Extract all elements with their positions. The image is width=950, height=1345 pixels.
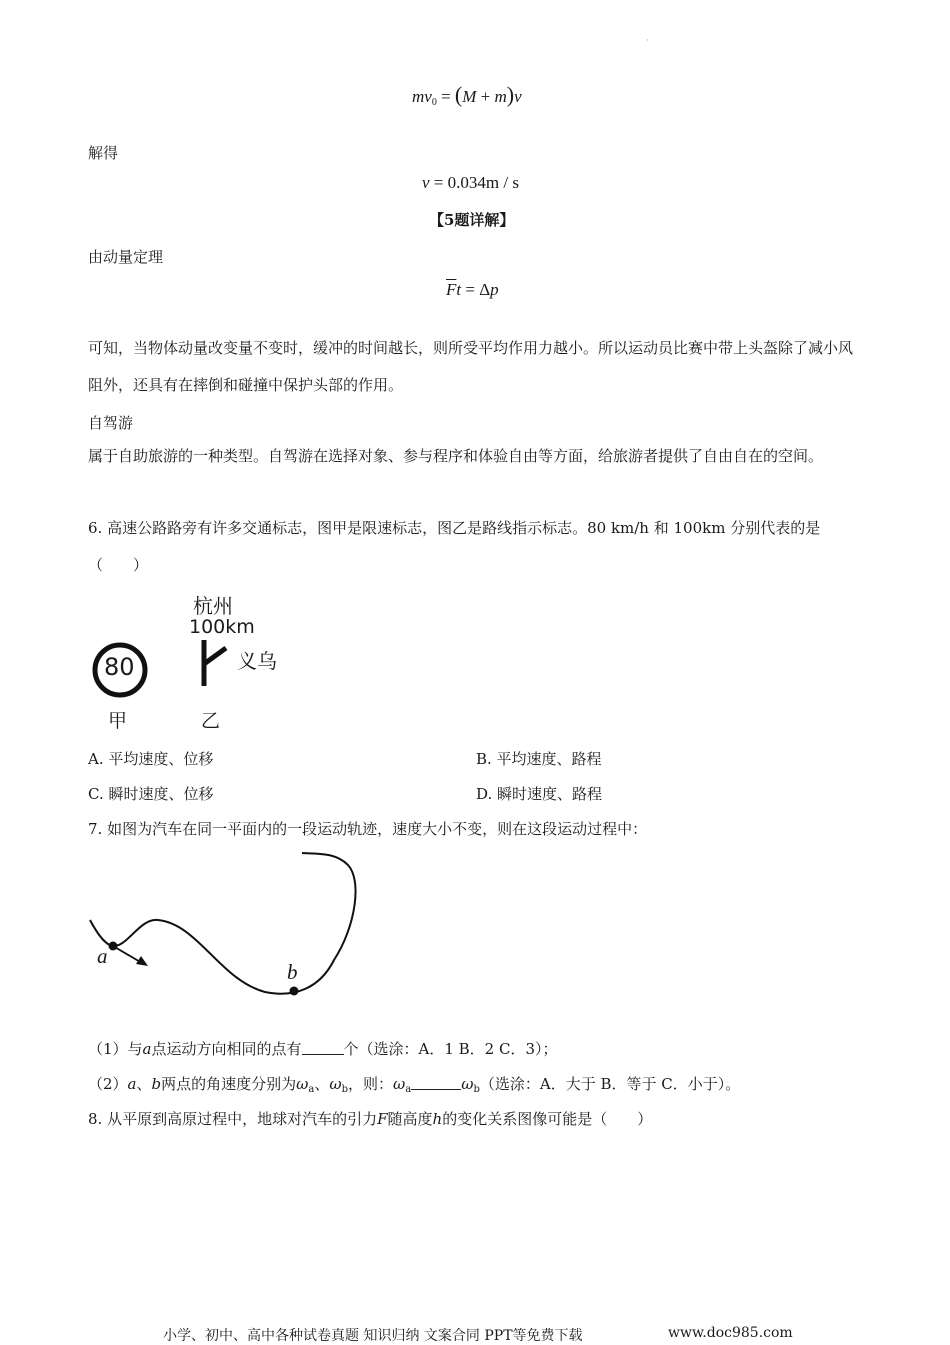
equation-momentum-conservation [412, 82, 522, 108]
omega-b2-symbol: ω [461, 1075, 474, 1093]
eq1-m: m [412, 87, 425, 106]
route-branch-line [204, 648, 226, 664]
paragraph-zijiayou: 属于自助旅游的一种类型。自驾游在选择对象、参与程序和体验自由等方面，给旅游者提供了自由自在的空间。 [88, 447, 824, 465]
label-a: a [97, 944, 108, 968]
equation-impulse [446, 280, 499, 300]
eq2-rest: = 0.034m / s [429, 173, 519, 192]
label-yi: 乙 [201, 710, 221, 732]
q7-sub2-sep: 、 [314, 1075, 330, 1093]
velocity-arrow-shaft [113, 946, 142, 963]
q7-sub2-prefix: （2） [88, 1075, 128, 1093]
omega-a-sub: a [308, 1084, 315, 1095]
q7-sub2-blank[interactable] [411, 1075, 461, 1090]
q8-prefix: 8. 从平原到高原过程中，地球对汽车的引力 [88, 1110, 378, 1128]
q7-sub2-colon: ，则： [348, 1075, 394, 1093]
omega-a2-symbol: ω [393, 1075, 406, 1093]
q7-sub2 [88, 1073, 740, 1095]
trajectory-diagram [80, 840, 370, 1010]
omega-a-symbol: ω [296, 1075, 309, 1093]
q8-suffix: 的变化关系图像可能是（ ） [442, 1110, 653, 1128]
omega-b2-sub: b [473, 1084, 480, 1095]
point-b [290, 987, 299, 996]
q6-option-c: C. 瞬时速度、位移 [88, 785, 214, 803]
route-city-side: 义乌 [237, 649, 277, 673]
q7-stem: 7. 如图为汽车在同一平面内的一段运动轨迹，速度大小不变，则在这段运动过程中： [88, 820, 648, 838]
route-city-top: 杭州 [193, 594, 233, 618]
eq1-rparen: ) [506, 82, 515, 107]
eq1-m2: m [494, 87, 507, 106]
q7-sub1-suffix: 点运动方向相同的点有 [151, 1040, 302, 1058]
equation-velocity-result [422, 173, 519, 193]
zijiayou-title: 自驾游 [88, 414, 134, 432]
q6-option-a: A. 平均速度、位移 [88, 750, 214, 768]
q7-sub2-a: a [127, 1075, 137, 1093]
speed-limit-value: 80 [104, 653, 135, 681]
label-b: b [287, 960, 298, 984]
q7-sub1-tail: 个（选涂：A．1 B．2 C．3）； [343, 1040, 558, 1058]
q6-stem: 6. 高速公路路旁有许多交通标志，图甲是限速标志，图乙是路线指示标志。80 km/h 和 100km 分别代表的是（ ） [88, 519, 821, 574]
eq3-t: t [456, 280, 462, 299]
q7-sub1-prefix: （1）与 [88, 1040, 143, 1058]
q7-sub1-blank[interactable] [302, 1040, 344, 1055]
q8-h: h [432, 1110, 443, 1128]
eq1-lparen: ( [454, 82, 463, 107]
eq3-rest: = Δ [461, 280, 491, 299]
eq1-v: v [424, 87, 432, 106]
q8-F: F [377, 1110, 388, 1128]
trajectory-curve [90, 853, 356, 994]
paragraph-helmet: 可知，当物体动量改变量不变时，缓冲的时间越长，则所受平均作用力越小。所以运动员比赛中带上头盔除了减小风阻外，还具有在摔倒和碰撞中保护头部的作用。 [88, 339, 854, 394]
q8-mid: 随高度 [387, 1110, 433, 1128]
eq1-plus: + [476, 87, 495, 106]
label-jia: 甲 [108, 710, 128, 732]
jiede-label: 解得 [88, 144, 119, 162]
q8-stem [88, 1108, 652, 1129]
eq3-F: $\overline{F}$ [446, 280, 457, 299]
theorem-label: 由动量定理 [88, 248, 164, 266]
omega-b-sub: b [341, 1084, 348, 1095]
q6-option-b: B. 平均速度、路程 [476, 750, 602, 768]
q7-sub2-b: b [151, 1075, 162, 1093]
eq2-v: v [422, 173, 430, 192]
route-arrow-icon [196, 638, 236, 688]
q7-sub2-mid: 、 [136, 1075, 152, 1093]
q6-option-d: D. 瞬时速度、路程 [476, 785, 603, 803]
eq1-equals: = [436, 87, 455, 106]
eq1-v2: v [514, 87, 522, 106]
top-mark: · [646, 36, 649, 45]
omega-b-symbol: ω [329, 1075, 342, 1093]
eq3-p: p [490, 280, 499, 299]
q7-sub1 [88, 1038, 558, 1059]
q7-sub1-a: a [142, 1040, 152, 1058]
omega-a2-sub: a [405, 1084, 412, 1095]
q5-heading: 【5题详解】 [429, 211, 515, 229]
eq1-sub: 0 [431, 97, 437, 108]
q7-sub2-tail: （选涂：A．大于 B．等于 C．小于）。 [479, 1075, 741, 1093]
route-distance: 100km [189, 616, 255, 638]
footer-left: 小学、初中、高中各种试卷真题 知识归纳 文案合同 PPT等免费下载 [163, 1328, 583, 1344]
footer-right[interactable]: www.doc985.com [668, 1325, 793, 1341]
eq1-M: M [462, 87, 477, 106]
q7-sub2-text: 两点的角速度分别为 [161, 1075, 297, 1093]
